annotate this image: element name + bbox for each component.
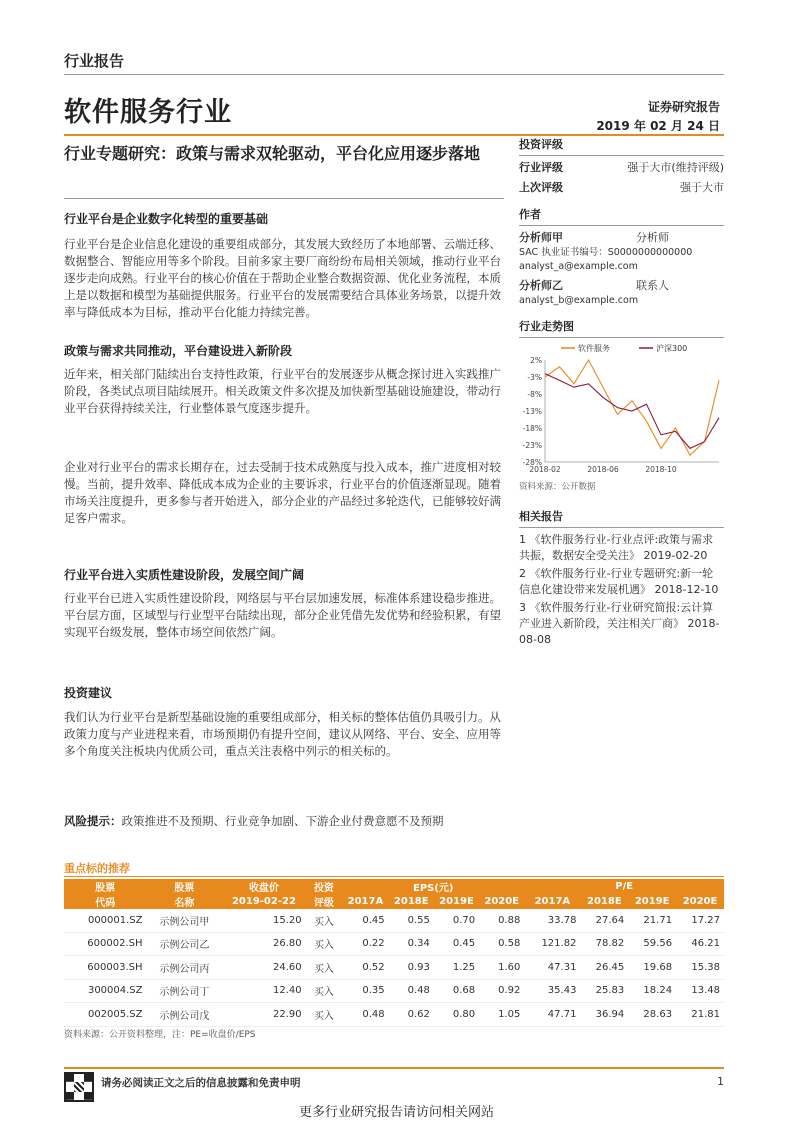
table-cell: 示例公司乙 [147, 932, 223, 956]
table-subheader: 2019-02-22 [222, 894, 305, 909]
x-tick-label: 2018-10 [645, 465, 677, 474]
table-cell: 21.71 [628, 909, 676, 932]
table-cell: 示例公司丁 [147, 979, 223, 1003]
table-cell: 26.80 [222, 932, 305, 956]
table-cell: 买入 [306, 1003, 343, 1027]
report-category: 行业报告 [64, 52, 125, 70]
table-cell: 示例公司丙 [147, 956, 223, 980]
table-cell: 示例公司甲 [147, 909, 223, 932]
table-cell: 26.45 [580, 956, 628, 980]
rating-panel [519, 136, 724, 198]
report-type: 证券研究报告 [647, 100, 720, 114]
section-body-4: 行业平台已进入实质性建设阶段，网络层与平台层加速发展，标准体系建设稳步推进。平台层方面，区域型与行业型平台陆续出现，部分企业凭借先发优势和经验积累，有望实现平台级发展，整体市场空间依然广阔。 [64, 591, 501, 639]
x-tick-label: 2018-06 [587, 465, 619, 474]
table-cell: 13.48 [676, 979, 724, 1003]
table-cell: 0.22 [342, 932, 388, 956]
table-cell: 18.24 [628, 979, 676, 1003]
y-tick-label: -3% [527, 373, 542, 382]
table-cell: 22.90 [222, 1003, 305, 1027]
table-cell: 0.70 [434, 909, 479, 932]
table-cell: 28.63 [628, 1003, 676, 1027]
table-cell: 0.68 [434, 979, 479, 1003]
table-title: 重点标的推荐 [64, 862, 130, 875]
table-cell: 24.60 [222, 956, 305, 980]
y-tick-label: -18% [522, 424, 542, 433]
x-tick-label: 2018-02 [529, 465, 561, 474]
rating-value: 强于大市(维持评级) [627, 161, 724, 174]
series-line-benchmark [545, 374, 719, 449]
table-cell: 0.80 [434, 1003, 479, 1027]
table-cell: 17.27 [676, 909, 724, 932]
y-tick-label: -8% [527, 390, 542, 399]
table-cell: 47.31 [524, 956, 580, 980]
related-panel [519, 508, 724, 650]
qr-code-icon [64, 1072, 94, 1102]
table-subheader: 2019E [628, 894, 676, 909]
table-cell: 示例公司戊 [147, 1003, 223, 1027]
table-subheader: 评级 [306, 894, 343, 909]
table-cell: 121.82 [524, 932, 580, 956]
table-cell: 买入 [306, 956, 343, 980]
footer-divider [64, 1067, 724, 1069]
rating-value: 强于大市 [680, 181, 724, 194]
rating-title: 投资评级 [519, 138, 563, 151]
report-headline: 行业专题研究：政策与需求双轮驱动，平台化应用逐步落地 [64, 144, 481, 163]
table-cell: 19.68 [628, 956, 676, 980]
author-email[interactable]: analyst_a@example.com [519, 261, 638, 272]
table-cell: 35.43 [524, 979, 580, 1003]
section-body-2: 近年来，相关部门陆续出台支持性政策，行业平台的发展逐步从概念探讨进入实践推广阶段，各类试点项目陆续展开。相关政策文件多次提及加快新型基础设施建设，带动行业平台获得持续关注，行业整体景气度逐步提升。 [64, 367, 501, 415]
table-header: 股票 [147, 879, 223, 894]
header-divider [64, 74, 724, 75]
stock-table [64, 879, 724, 1027]
table-subheader: 2020E [676, 894, 724, 909]
table-cell: 15.38 [676, 956, 724, 980]
table-cell: 0.62 [389, 1003, 434, 1027]
related-title: 相关报告 [519, 510, 563, 523]
table-cell: 59.56 [628, 932, 676, 956]
table-header: 收盘价 [222, 879, 305, 894]
y-tick-label: -28% [522, 458, 542, 467]
table-cell: 1.05 [479, 1003, 524, 1027]
chart-source: 资料来源：公开数据 [519, 482, 596, 492]
table-cell: 47.71 [524, 1003, 580, 1027]
rating-row-industry [519, 158, 724, 178]
table-cell: 0.34 [389, 932, 434, 956]
table-source: 资料来源：公开资料整理，注：PE=收盘价/EPS [64, 1030, 256, 1040]
author-name: 分析师甲 [519, 231, 563, 244]
table-subheader: 2017A [524, 894, 580, 909]
bottom-link[interactable]: 更多行业研究报告请访问相关网站 [298, 1105, 494, 1120]
headline-divider [64, 198, 504, 199]
table-subheader: 2019E [434, 894, 479, 909]
table-subheader: 2020E [479, 894, 524, 909]
section-body-1: 行业平台是企业信息化建设的重要组成部分，其发展大致经历了本地部署、云端迁移、数据整合、智能应用等多个阶段。目前多家主要厂商纷纷布局相关领域，推动行业平台逐步走向成熟。行业平台的核心价值在于帮助企业整合数据资源、优化业务流程，本质上是以数据和模型为基础提供服务。行业平台的发展需要结合具体业务场景，以提升效率与降低成本为目标，推动平台化能力持续完善。 [64, 237, 501, 319]
table-subheader: 代码 [64, 894, 147, 909]
related-report-item[interactable]: 2 《软件服务行业-行业专题研究:新一轮信息化建设带来发展机遇》 2018-12-10 [519, 567, 719, 596]
table-cell: 0.45 [342, 909, 388, 932]
related-report-item[interactable]: 3 《软件服务行业-行业研究简报:云计算产业进入新阶段，关注相关厂商》 2018-08-08 [519, 601, 720, 646]
table-cell: 0.55 [389, 909, 434, 932]
table-subheader: 名称 [147, 894, 223, 909]
author-panel [519, 206, 724, 308]
table-row [64, 956, 724, 980]
legend-label: 软件服务 [578, 344, 610, 353]
table-subheader: 2017A [342, 894, 388, 909]
series-line-industry [545, 360, 719, 455]
table-cell: 0.88 [479, 909, 524, 932]
table-cell: 0.92 [479, 979, 524, 1003]
chart-panel [519, 318, 724, 492]
table-cell: 0.58 [479, 932, 524, 956]
chart-title: 行业走势图 [519, 320, 574, 333]
table-cell: 0.45 [434, 932, 479, 956]
section-title-4: 行业平台进入实质性建设阶段，发展空间广阔 [64, 568, 305, 582]
table-cell: 002005.SZ [64, 1003, 147, 1027]
table-subheader: 2018E [389, 894, 434, 909]
table-cell: 1.60 [479, 956, 524, 980]
report-date: 2019 年 02 月 24 日 [596, 119, 720, 133]
table-cell: 0.93 [389, 956, 434, 980]
author-name: 分析师乙 [519, 279, 563, 292]
table-cell: 买入 [306, 979, 343, 1003]
table-cell: 25.83 [580, 979, 628, 1003]
table-top-line [64, 876, 724, 877]
section-body-5: 我们认为行业平台是新型基础设施的重要组成部分，相关标的整体估值仍具吸引力。从政策力度与产业进程来看，市场预期仍有提升空间，建议从网络、平台、安全、应用等多个角度关注板块内优质公司，重点关注表格中列示的相关标的。 [64, 710, 501, 758]
table-header: 投资 [306, 879, 343, 894]
table-row [64, 1003, 724, 1027]
table-cell: 300004.SZ [64, 979, 147, 1003]
table-cell: 0.35 [342, 979, 388, 1003]
table-cell: 600002.SH [64, 932, 147, 956]
y-tick-label: 2% [530, 356, 542, 365]
page-title: 软件服务行业 [64, 97, 232, 128]
section-title-1: 行业平台是企业数字化转型的重要基础 [64, 212, 269, 226]
table-cell: 0.48 [342, 1003, 388, 1027]
table-cell: 78.82 [580, 932, 628, 956]
table-row [64, 909, 724, 932]
author-email[interactable]: analyst_b@example.com [519, 295, 639, 306]
y-tick-label: -23% [522, 441, 542, 450]
y-tick-label: -13% [522, 407, 542, 416]
author-title: 作者 [519, 208, 541, 221]
table-cell: 46.21 [676, 932, 724, 956]
table-cell: 27.64 [580, 909, 628, 932]
table-subheader: 2018E [580, 894, 628, 909]
trend-chart [519, 338, 724, 478]
table-cell: 1.25 [434, 956, 479, 980]
rating-row-previous [519, 178, 724, 198]
risk-label: 风险提示： [64, 814, 122, 828]
table-row [64, 979, 724, 1003]
table-cell: 0.48 [389, 979, 434, 1003]
table-cell: 36.94 [580, 1003, 628, 1027]
rating-key: 行业评级 [519, 161, 563, 174]
table-cell: 买入 [306, 909, 343, 932]
table-cell: 买入 [306, 932, 343, 956]
author-cert: SAC 执业证书编号：S0000000000000 [519, 247, 693, 258]
table-cell: 21.81 [676, 1003, 724, 1027]
section-title-5: 投资建议 [64, 686, 113, 700]
author-role: 联系人 [636, 279, 669, 292]
rating-key: 上次评级 [519, 181, 563, 194]
table-cell: 600003.SH [64, 956, 147, 980]
table-header-eps: EPS(元) [342, 879, 524, 894]
table-row [64, 932, 724, 956]
table-cell: 33.78 [524, 909, 580, 932]
risk-text: 政策推进不及预期、行业竞争加剧、下游企业付费意愿不及预期 [121, 814, 444, 828]
author-role: 分析师 [636, 231, 669, 244]
legend-label: 沪深300 [656, 344, 688, 353]
footer-disclaimer: 请务必阅读正文之后的信息披露和免责申明 [101, 1077, 301, 1089]
table-cell: 0.52 [342, 956, 388, 980]
table-header-pe: P/E [524, 879, 724, 894]
table-cell: 15.20 [222, 909, 305, 932]
risk-note [64, 813, 501, 830]
table-cell: 000001.SZ [64, 909, 147, 932]
related-report-item[interactable]: 1 《软件服务行业-行业点评:政策与需求共振，数据安全受关注》 2019-02-20 [519, 533, 714, 562]
section-title-2: 政策与需求共同推动，平台建设进入新阶段 [64, 344, 293, 358]
page-number: 1 [717, 1075, 724, 1088]
table-cell: 12.40 [222, 979, 305, 1003]
stock-table-wrap [64, 879, 724, 1027]
table-header: 股票 [64, 879, 147, 894]
section-body-3: 企业对行业平台的需求长期存在，过去受制于技术成熟度与投入成本，推广进度相对较慢。当前，提升效率、降低成本成为企业的主要诉求，行业平台的价值逐渐显现。随着市场关注度提升，更多参与者开始进入，部分企业的产品经过多轮迭代，已能够较好满足客户需求。 [64, 460, 501, 525]
